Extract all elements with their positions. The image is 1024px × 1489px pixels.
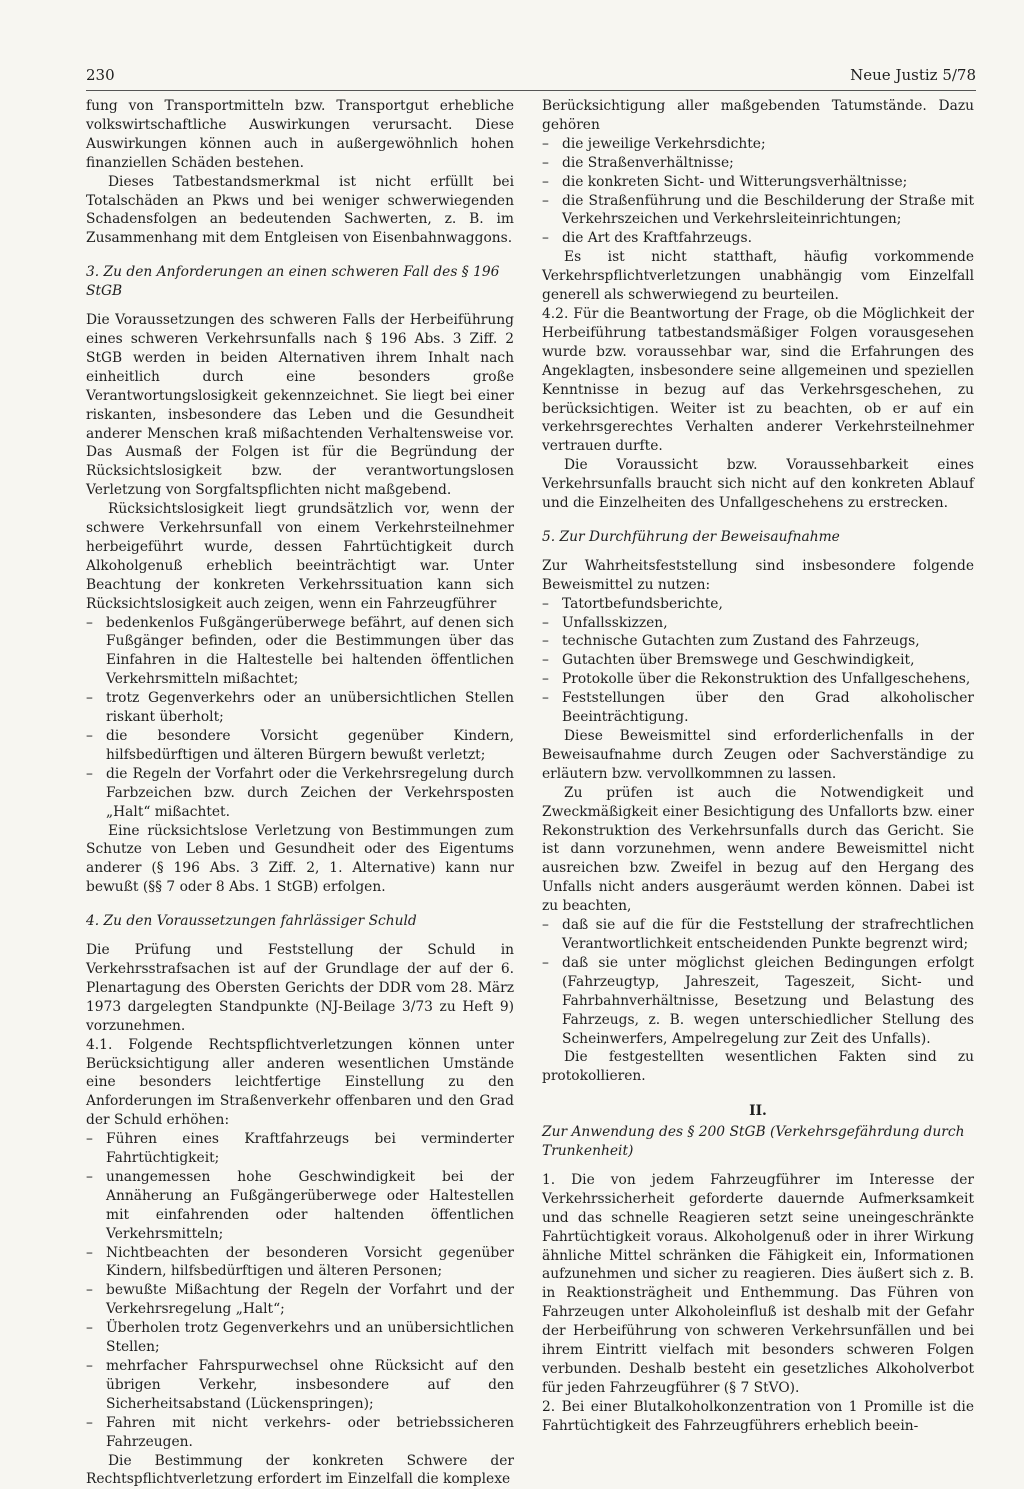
section-heading-5: 5. Zur Durchführung der Beweisaufnahme: [542, 528, 840, 545]
paragraph: Die festgestellten wesentlichen Fakten sind zu protokollieren.: [542, 1049, 974, 1085]
dash-list: [542, 916, 974, 1048]
dash-list: [86, 614, 514, 822]
paragraph: Berücksichtigung aller maßgebenden Tatumstände. Dazu gehören: [542, 98, 974, 133]
list-item: – daß sie unter möglichst gleichen Bedingungen erfolgt (Fahrzeugtyp, Jahreszeit, Tageszeit, Sicht- und Fahrbahnverhältnisse, Besetzung und Belastung des Fahrzeugs, z. B. wegen unterschiedlicher Stellung des Scheinwerfers, Ampelregelung zur Zeit des Unfalls).: [542, 954, 974, 1049]
paragraph: 4.1. Folgende Rechtspflichtverletzungen können unter Berücksichtigung aller anderen wesentlichen Umstände eine besonders leichtfertige Einstellung zu den Anforderungen im Straßenverkehr offenbaren und den Grad der Schuld erhöhen:: [86, 1036, 514, 1129]
list-item: – Gutachten über Bremswege und Geschwindigkeit,: [542, 651, 974, 670]
list-item: – unangemessen hohe Geschwindigkeit bei der Annäherung an Fußgängerüberwege oder Haltestellen mit einfahrenden oder haltenden öffentlichen Verkehrsmitteln;: [86, 1168, 514, 1244]
paragraph: Eine rücksichtslose Verletzung von Bestimmungen zum Schutze von Leben und Gesundheit oder des Eigentums anderer (§ 196 Abs. 3 Ziff. 2, 1. Alternative) kann nur bewußt (§§ 7 oder 8 Abs. 1 StGB) erfolgen.: [86, 822, 514, 896]
list-item: – Protokolle über die Rekonstruktion des Unfallgeschehens,: [542, 670, 974, 689]
paragraph: Rücksichtslosigkeit liegt grundsätzlich vor, wenn der schwere Verkehrsunfall von einem Verkehrsteilnehmer herbeigeführt wurde, dessen Fahrtüchtigkeit durch Alkoholgenuß erheblich beeinträchtigt war. Unter Beachtung der konkreten Verkehrssituation kann sich Rücksichtslosigkeit auch zeigen, wenn ein Fahrzeugführer: [86, 501, 514, 612]
paragraph: Dieses Tatbestandsmerkmal ist nicht erfüllt bei Totalschäden an Pkws und bei weniger schwerwiegenden Schadensfolgen an bedeutenden Sachwerten, z. B. im Zusammenhang mit dem Entgleisen von Eisenbahnwaggons.: [86, 173, 514, 247]
list-item: – Fahren mit nicht verkehrs- oder betriebssicheren Fahrzeugen.: [86, 1414, 514, 1452]
list-item: – bewußte Mißachtung der Regeln der Vorfahrt und der Verkehrsregelung „Halt“;: [86, 1281, 514, 1319]
paragraph: Die Prüfung und Feststellung der Schuld in Verkehrsstrafsachen ist auf der Grundlage der auf der 6. Plenartagung des Obersten Gerichts der DDR vom 28. März 1973 dargelegten Standpunkte (NJ-Beilage 3/73 zu Heft 9) vorzunehmen.: [86, 942, 514, 1034]
list-item: – die konkreten Sicht- und Witterungsverhältnisse;: [542, 173, 974, 192]
list-item: – trotz Gegenverkehrs oder an unübersichtlichen Stellen riskant überholt;: [86, 689, 514, 727]
paragraph: Diese Beweismittel sind erforderlichenfalls in der Beweisaufnahme durch Zeugen oder Sachverständige zu erläutern bzw. vervollkommnen zu lassen.: [542, 728, 974, 782]
section-heading-3: 3. Zu den Anforderungen an einen schweren Fall des § 196 StGB: [86, 264, 500, 300]
list-item: – die Straßenverhältnisse;: [542, 154, 974, 173]
left-column: [86, 97, 514, 1488]
paragraph: Zu prüfen ist auch die Notwendigkeit und Zweckmäßigkeit einer Besichtigung des Unfallorts bzw. einer Rekonstruktion des Verkehrsunfalls durch das Gericht. Sie ist dann vorzunehmen, wenn andere Beweismittel nicht ausreichen bzw. Zweifel in bezug auf den Hergang des Unfalls nicht anders ausgeräumt werden können. Dabei ist zu beachten,: [542, 784, 974, 915]
page-header: [86, 62, 976, 88]
section-heading-4: 4. Zu den Voraussetzungen fahrlässiger Schuld: [86, 913, 417, 930]
right-column: [542, 97, 974, 1434]
paragraph: fung von Transportmitteln bzw. Transportgut erhebliche volkswirtschaftliche Auswirkungen verursacht. Diese Auswirkungen können auch in außergewöhnlich hohen finanziellen Schäden bestehen.: [86, 98, 514, 171]
list-item: – Nichtbeachten der besonderen Vorsicht gegenüber Kindern, hilfsbedürftigen und älteren Personen;: [86, 1244, 514, 1282]
header-rule: [86, 90, 976, 91]
list-item: – die jeweilige Verkehrsdichte;: [542, 135, 974, 154]
list-item: – technische Gutachten zum Zustand des Fahrzeugs,: [542, 632, 974, 651]
list-item: – die Art des Kraftfahrzeugs.: [542, 229, 974, 248]
paragraph: Zur Wahrheitsfeststellung sind insbesondere folgende Beweismittel zu nutzen:: [542, 557, 974, 593]
list-item: – Führen eines Kraftfahrzeugs bei verminderter Fahrtüchtigkeit;: [86, 1130, 514, 1168]
dash-list: [86, 1130, 514, 1451]
list-item: – Unfallsskizzen,: [542, 614, 974, 633]
paragraph: 2. Bei einer Blutalkoholkonzentration von 1 Promille ist die Fahrtüchtigkeit des Fahrzeugführers erheblich beein-: [542, 1398, 974, 1434]
list-item: – die besondere Vorsicht gegenüber Kindern, hilfsbedürftigen und älteren Bürgern bewußt verletzt;: [86, 727, 514, 765]
part-heading: Zur Anwendung des § 200 StGB (Verkehrsgefährdung durch Trunkenheit): [542, 1124, 965, 1160]
list-item: – Tatortbefundsberichte,: [542, 595, 974, 614]
list-item: – mehrfacher Fahrspurwechsel ohne Rücksicht auf den übrigen Verkehr, insbesondere auf den Sicherheitsabstand (Lückenspringen);: [86, 1357, 514, 1414]
paragraph: Die Voraussicht bzw. Voraussehbarkeit eines Verkehrsunfalls braucht sich nicht auf den konkreten Ablauf und die Einzelheiten des Unfallgeschehens zu erstrecken.: [542, 457, 974, 512]
paragraph: Es ist nicht statthaft, häufig vorkommende Verkehrspflichtverletzungen unabhängig vom Einzelfall generell als schwerwiegend zu beurteilen.: [542, 249, 974, 304]
part-numeral: II.: [749, 1103, 767, 1120]
dash-list: [542, 135, 974, 248]
page-number: 230: [86, 66, 115, 84]
dash-list: [542, 595, 974, 727]
paragraph: Die Bestimmung der konkreten Schwere der Rechtspflichtverletzung erfordert im Einzelfall die komplexe: [86, 1452, 514, 1488]
paragraph: Die Voraussetzungen des schweren Falls der Herbeiführung eines schweren Verkehrsunfalls nach § 196 Abs. 3 Ziff. 2 StGB werden in beiden Alternativen ihrem Inhalt nach einheitlich durch eine besonders große Verantwortungslosigkeit gekennzeichnet. Sie liegt bei einer riskanten, insbesondere das Leben und die Gesundheit anderer Menschen kraß mißachtenden Verhaltensweise vor. Das Ausmaß der Folgen ist für die Begründung der Rücksichtslosigkeit bzw. der verantwortungslosen Verletzung von Sorgfaltspflichten nicht maßgebend.: [86, 312, 514, 499]
list-item: – Feststellungen über den Grad alkoholischer Beeinträchtigung.: [542, 689, 974, 727]
list-item: – Überholen trotz Gegenverkehrs und an unübersichtlichen Stellen;: [86, 1319, 514, 1357]
list-item: – die Regeln der Vorfahrt oder die Verkehrsregelung durch Farbzeichen bzw. durch Zeichen der Verkehrsposten „Halt“ mißachtet.: [86, 765, 514, 822]
paragraph: 4.2. Für die Beantwortung der Frage, ob die Möglichkeit der Herbeiführung tatbestandsmäßiger Folgen vorausgesehen wurde bzw. voraussehbar war, sind die Erfahrungen des Angeklagten, insbesondere seine allgemeinen und speziellen Kenntnisse in bezug auf das Verkehrsgeschehen, zu berücksichtigen. Weiter ist zu beachten, ob er auf ein verkehrsgerechtes Verhalten anderer Verkehrsteilnehmer vertrauen durfte.: [542, 305, 974, 455]
paragraph: 1. Die von jedem Fahrzeugführer im Interesse der Verkehrssicherheit geforderte dauernde Aufmerksamkeit und das schnelle Reagieren setzt seine uneingeschränkte Fahrtüchtigkeit voraus. Alkoholgenuß oder in ihrer Wirkung ähnliche Mittel schränken die Fähigkeit ein, Informationen aufzunehmen und sicher zu reagieren. Dies äußert sich z. B. in Reaktionsträgheit und Enthemmung. Das Führen von Fahrzeugen unter Alkoholeinfluß ist deshalb mit der Gefahr der Herbeiführung von schweren Verkehrsunfällen und bei ihrem Eintritt vielfach mit besonders schweren Folgen verbunden. Deshalb besteht ein gesetzliches Alkoholverbot für jeden Fahrzeugführer (§ 7 StVO).: [542, 1171, 974, 1396]
running-head: Neue Justiz 5/78: [850, 66, 976, 84]
list-item: – die Straßenführung und die Beschilderung der Straße mit Verkehrszeichen und Verkehrsleiteinrichtungen;: [542, 192, 974, 230]
list-item: – daß sie auf die für die Feststellung der strafrechtlichen Verantwortlichkeit entscheidenden Punkte begrenzt wird;: [542, 916, 974, 954]
list-item: – bedenkenlos Fußgängerüberwege befährt, auf denen sich Fußgänger befinden, oder die Bestimmungen über das Einfahren in die Haltestelle bei haltenden öffentlichen Verkehrsmitteln mißachtet;: [86, 614, 514, 690]
